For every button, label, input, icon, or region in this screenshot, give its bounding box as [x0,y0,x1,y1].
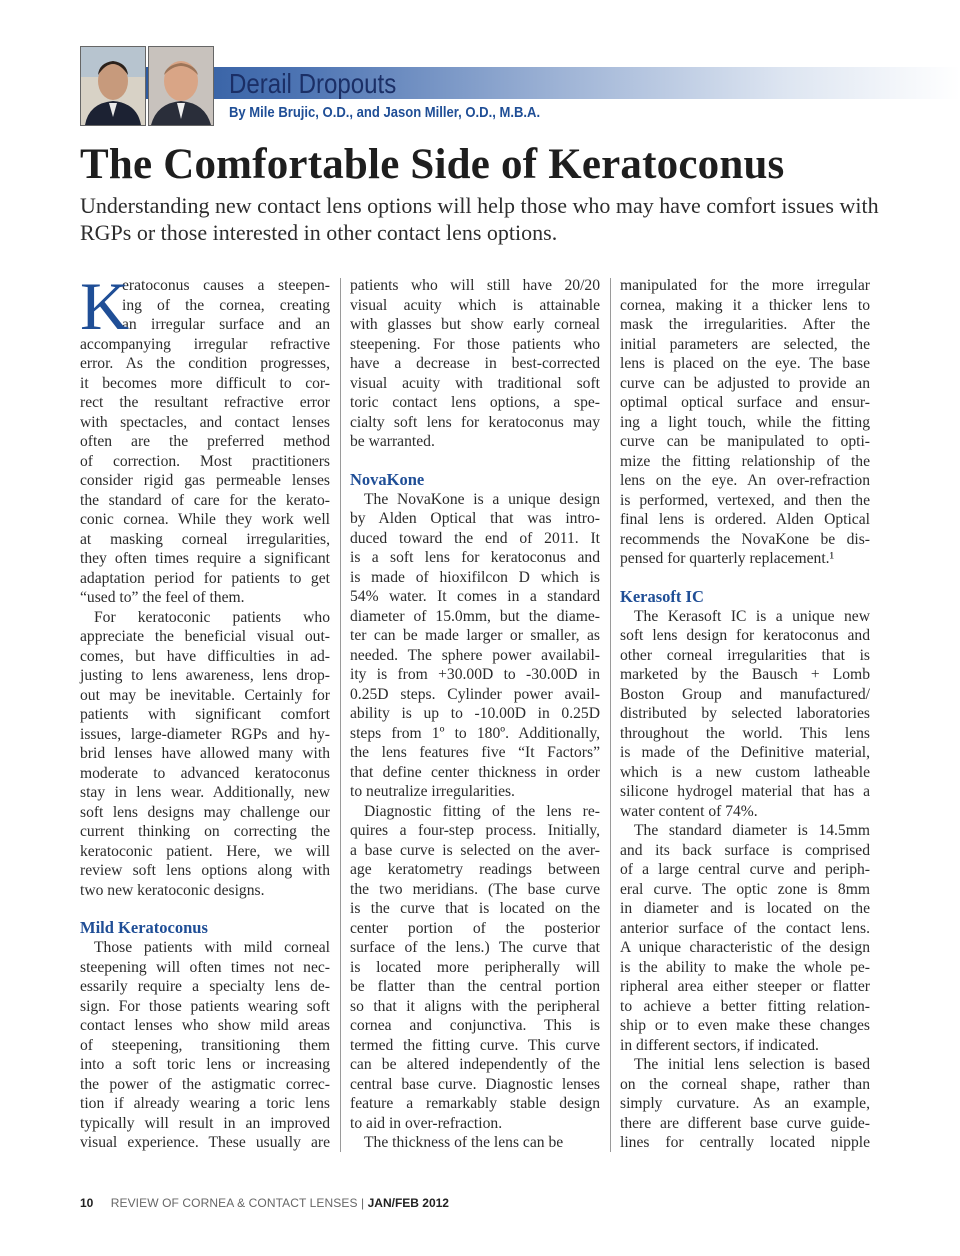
text-line: The initial lens selection is based [634,1056,870,1073]
text-line: justing to lens awareness, lens drop- [80,667,330,684]
text-line: ability is up to -10.00D in 0.25D [350,705,600,722]
page-number: 10 [80,1196,94,1210]
column-divider [340,278,341,1152]
text-line: visual acuity with traditional soft [350,374,600,392]
text-line: throughout the world. This lens [620,724,870,742]
text-line: needed. The sphere power availabil- [350,646,600,664]
text-line: Diagnostic fitting of the lens re- [364,802,600,820]
text-line: cialty soft lens for keratoconus may [350,413,600,431]
text-line: two new keratoconic designs. [80,881,265,899]
text-line: steepening. For those patients who [350,335,600,353]
text-line: silicone hydrogel material that has a [620,783,870,800]
text-line: with spectacles, and contact lenses [80,413,330,431]
text-line: marketed by the Bausch + Lomb [620,666,870,683]
text-line: error. As the condition progresses, [80,355,330,372]
dropcap-text-line: an irregular surface and an [122,316,330,333]
text-line: appreciate the beneficial visual out- [80,628,330,645]
text-line: For keratoconic patients who [94,608,330,626]
text-line: of steepening, transitioning them [80,1036,330,1054]
text-line: age keratometry readings between [350,861,600,878]
dropcap-text-line: eratoconus causes a steepen- [122,277,330,294]
text-line: comes, but have difficulties in ad- [80,647,330,665]
text-line: adaptation period for patients to get [80,569,330,587]
text-line: to achieve a better fitting relation- [620,997,870,1015]
text-line: feature a remarkably stable design [350,1095,600,1112]
text-line: brid lenses have allowed many with [80,745,330,762]
text-line: soft lens designs may challenge our [80,803,330,821]
text-line: patients with significant comfort [80,706,330,723]
column-name: Derail Dropouts [229,68,397,99]
text-line: issues, large-diameter RGPs and hy- [80,725,330,743]
text-line: distributed by selected laboratories [620,705,870,722]
text-line: essarily require a specialty lens de- [80,978,330,995]
text-line: pensed for quarterly replacement.¹ [620,550,835,567]
text-line: anterior surface of the contact lens. [620,919,870,937]
text-line: lens on the eye. An over-refraction [620,472,870,489]
text-line: they often times require a significant [80,550,330,567]
column-1-body [80,268,330,1153]
text-line: is a soft lens for keratoconus and [350,549,600,566]
text-line: toric contact lens options, a spe- [350,394,600,411]
text-line: A unique characteristic of the design [620,939,870,956]
text-line: and its back surface is comprised [620,841,870,859]
text-line: is the ability to make the whole pe- [620,958,870,976]
text-line: 0.25D steps. Cylinder power avail- [350,685,600,703]
text-line: The Kerasoft IC is a unique new [634,607,870,625]
text-line: which is a new custom latheable [620,763,870,781]
text-line: is the curve that is located on the [350,900,600,917]
text-line: central base curve. Diagnostic lenses [350,1075,600,1093]
text-line: with glasses but show early corneal [350,316,600,333]
section-heading: Mild Keratoconus [80,918,208,937]
text-line: mize the fitting relationship of the [620,452,870,470]
portrait-icon [81,47,145,125]
text-line: current thinking on correcting the [80,823,330,840]
text-line: The thickness of the lens can be [364,1134,564,1151]
text-line: duced toward the end of 2011. It [350,529,600,547]
text-line: termed the fitting curve. This curve [350,1036,600,1054]
text-line: steps from 1º to 180º. Additionally, [350,724,600,742]
text-line: the lens features five “It Factors” [350,744,600,761]
text-line: lines for centrally located nipple [620,1134,870,1151]
text-line: ripheral area either steeper or flatter [620,978,870,995]
text-line: diameter of 15.0mm, but the diame- [350,607,600,625]
text-line: steepening will often times not nec- [80,958,330,976]
text-line: the power of the astigmatic correc- [80,1075,330,1093]
section-heading: Kerasoft IC [620,586,704,606]
text-line: sign. For those patients wearing soft [80,997,330,1015]
text-line: manipulated for the more irregular [620,277,870,294]
column-2 [350,276,600,1153]
text-line: to neutralize irregularities. [350,783,515,800]
article-title: The Comfortable Side of Keratoconus [80,141,785,188]
text-line: ter can be made larger or smaller, as [350,627,600,644]
text-line: 54% water. It comes in a standard [350,588,600,605]
dropcap-text-line: ing of the cornea, creating [122,296,330,314]
text-line: be warranted. [350,433,435,450]
text-line: other corneal irregularities that is [620,646,870,664]
text-line: at masking corneal irregularities, [80,530,330,548]
text-line: Boston Group and manufactured/ [620,685,870,703]
text-line: curve can be adjusted to provide an [620,374,870,392]
text-line: to aid in over-refraction. [350,1114,503,1132]
text-line: out may be inevitable. Certainly for [80,686,330,704]
text-line: simply curvature. As an example, [620,1095,870,1112]
text-line: by Alden Optical that was intro- [350,510,600,527]
text-line: water content of 74%. [620,802,758,820]
text-line: stay in lens wear. Additionally, new [80,784,330,801]
text-line: The NovaKone is a unique design [364,490,600,508]
text-line: cornea and conjunctiva. This is [350,1017,600,1034]
text-line: there are different base curve guide- [620,1114,870,1132]
text-line: consider rigid gas permeable lenses [80,472,330,489]
column-1 [80,268,330,1153]
text-line: eral curve. The optic zone is 8mm [620,880,870,898]
text-line: patients who will still have 20/20 [350,277,600,294]
text-line: so that it aligns with the peripheral [350,997,600,1015]
drop-cap: K [80,268,130,344]
author-photo-miller [148,46,214,126]
text-line: a base curve is selected on the aver- [350,841,600,859]
text-line: ity is from +30.00D to -30.00D in [350,666,600,683]
text-line: soft lens design for keratoconus and [620,627,870,644]
author-photo-brujic [80,46,146,126]
section-heading: NovaKone [350,469,425,489]
text-line: conic cornea. While they work well [80,511,330,528]
text-line: ship or to even make these changes [620,1017,870,1034]
text-line: on the corneal shape, rather than [620,1075,870,1093]
text-line: surface of the lens.) The curve that [350,939,600,956]
column-3 [620,276,870,1153]
text-line: cornea, making it a thicker lens to [620,296,870,314]
text-line: keratoconic patient. Here, we will [80,842,330,860]
text-line: of correction. Most practitioners [80,452,330,470]
publication-name: REVIEW OF CORNEA & CONTACT LENSES | [110,1196,365,1210]
text-line: the two meridians. (The base curve [350,880,600,898]
text-line: moderate to advanced keratoconus [80,764,330,782]
text-line: review soft lens options along with [80,862,330,879]
text-line: in different sectors, if indicated. [620,1036,819,1054]
text-line: visual acuity which is attainable [350,296,600,314]
text-line: mask the irregularities. After the [620,316,870,333]
text-line: it becomes more difficult to cor- [80,374,330,392]
text-line: visual experience. These usually are [80,1134,330,1151]
text-line: is made of hioxifilcon D which is [350,568,600,586]
text-line: rect the resultant refractive error [80,394,330,411]
text-line: ing a light touch, while the fitting [620,413,870,431]
byline: By Mile Brujic, O.D., and Jason Miller, O.D., M.B.A. [229,104,541,121]
text-line: into a soft toric lens or increasing [80,1056,330,1073]
text-line: in diameter and is located on the [620,900,870,917]
text-line: lens is placed on the eye. The base [620,355,870,372]
text-line: can be altered independently of the [350,1056,600,1073]
text-line: is made of the Definitive material, [620,744,870,761]
text-line: Those patients with mild corneal [94,939,330,956]
text-line: the standard of care for the kerato- [80,491,330,509]
text-line: curve can be manipulated to opti- [620,433,870,450]
text-line: recommends the NovaKone be dis- [620,530,870,548]
text-line: accompanying irregular refractive [80,335,330,353]
text-line: tion if already wearing a toric lens [80,1095,330,1112]
article-dek: Understanding new contact lens options will help those who may have comfort issues with RGPs or those interested in other contact lens options. [80,193,879,245]
text-line: that define center thickness in order [350,763,600,781]
text-line: quires a four-step process. Initially, [350,822,600,839]
text-line: initial parameters are selected, the [620,335,870,353]
text-line: of a large central curve and periph- [620,861,870,878]
text-line: is located more peripherally will [350,958,600,976]
text-line: “used to” the feel of them. [80,589,245,606]
text-line: final lens is ordered. Alden Optical [620,511,870,528]
column-divider [610,278,611,1152]
text-line: typically will result in an improved [80,1114,330,1132]
text-line: is performed, vertexed, and then the [620,491,870,509]
text-line: optimal optical surface and ensur- [620,394,870,411]
text-line: have a decrease in best-corrected [350,355,600,372]
text-line: The standard diameter is 14.5mm [634,822,870,839]
page-footer [80,1196,449,1210]
text-line: contact lenses who show mild areas [80,1017,330,1034]
portrait-icon [149,47,213,125]
text-line: center portion of the posterior [350,919,600,937]
issue-date: JAN/FEB 2012 [367,1196,449,1210]
text-line: often are the preferred method [80,433,330,450]
text-line: be flatter than the central portion [350,978,600,995]
